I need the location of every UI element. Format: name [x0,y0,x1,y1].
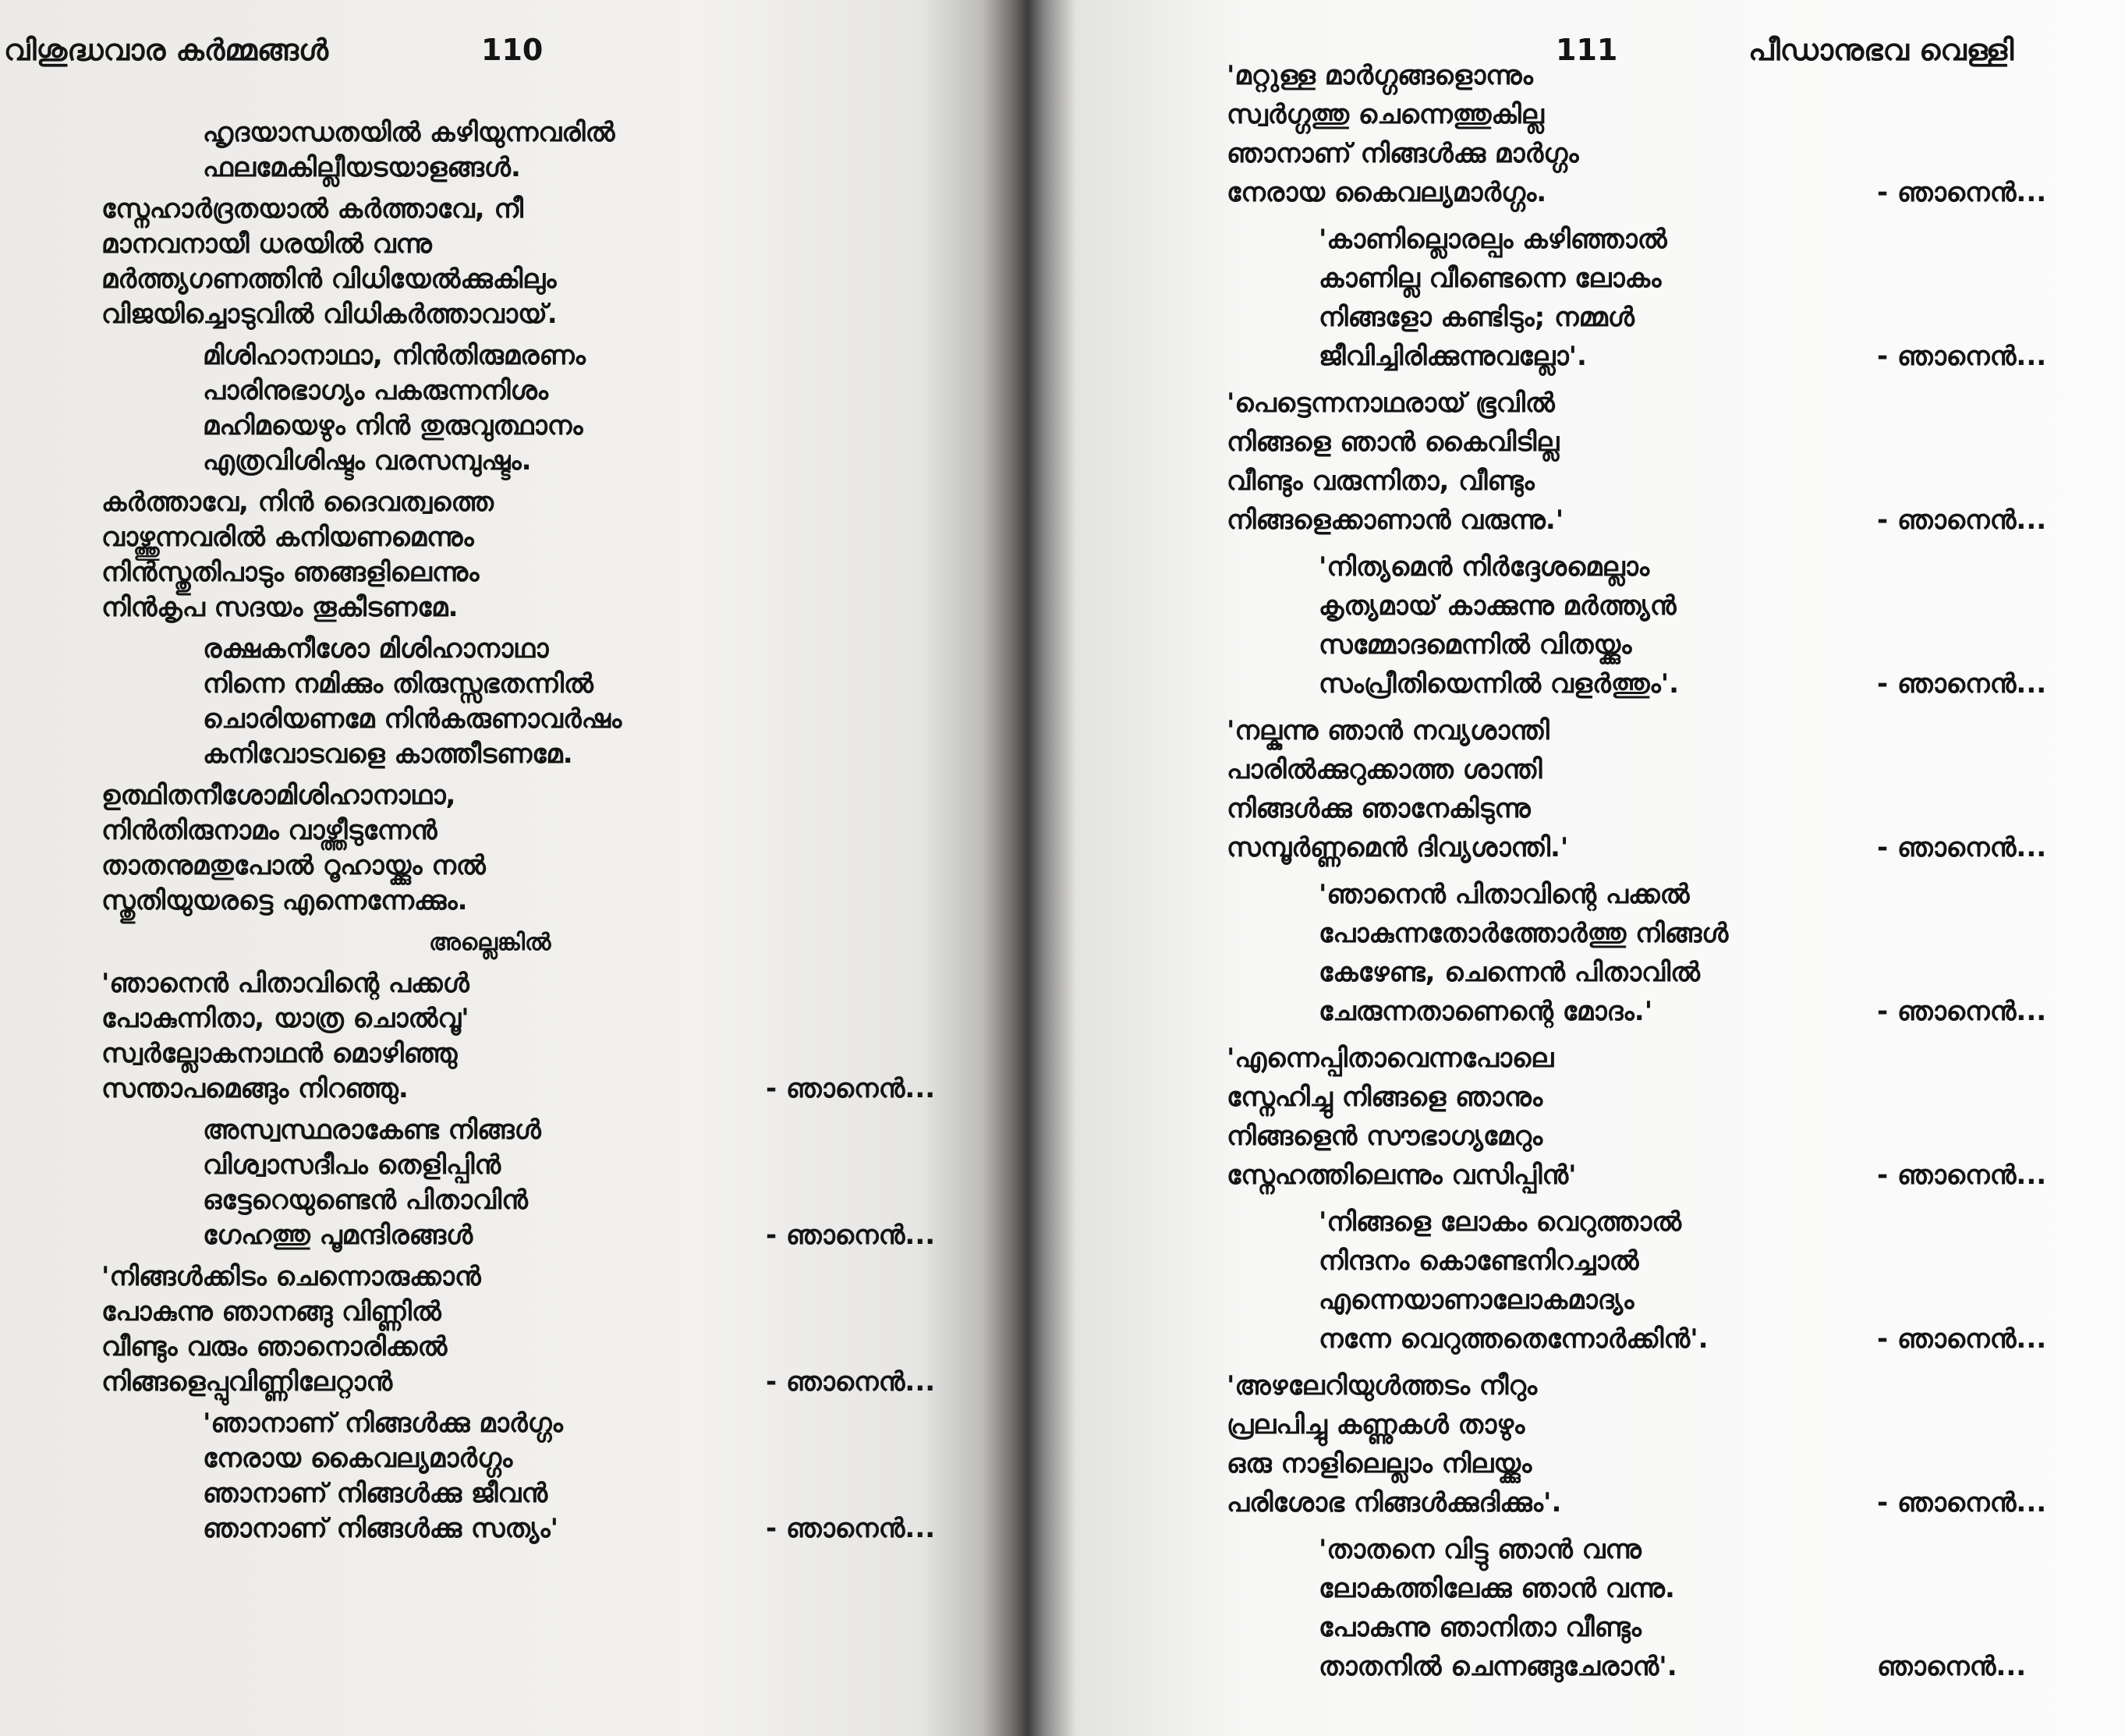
stanza [101,1406,975,1546]
right-page-body [1227,56,2108,1694]
verse-line: പോകുന്നിതാ, യാത്ര ചൊൽവൂ' [101,1003,469,1034]
alternative-heading: അല്ലെങ്കിൽ [429,929,551,956]
verse-line: മാനവനായീ ധരയിൽ വന്നു [101,229,432,260]
verse-line: താതനിൽ ചെന്നങ്ങുചേരാൻ'. [1319,1651,1677,1682]
verse-line: ഹൃദയാന്ധതയിൽ കഴിയുന്നവരിൽ [203,117,615,148]
verse-line: ഗേഹത്തു പൂമന്ദിരങ്ങൾ [203,1220,473,1251]
verse-line: സ്നേഹാർദ്രതയാൽ കർത്താവേ, നീ [101,193,524,225]
verse-line: വാഴ്ത്തുന്നവരിൽ കനിയണമെന്നും [101,522,474,553]
refrain-marker: - ഞാനെൻ... [1877,1323,2047,1355]
stanza [101,966,975,1107]
verse-line: 'ഞാനെൻ പിതാവിന്റെ പക്കൽ [1319,879,1690,910]
stanza [101,192,975,332]
stanza [1227,384,2108,540]
verse-line: മർത്ത്യഗണത്തിൻ വിധിയേൽക്കുകിലും [101,264,557,295]
verse-line: പാരിനുഭാഗ്യം പകരുന്നനിശം [203,375,549,406]
verse-line: സന്താപമെങ്ങും നിറഞ്ഞു. [101,1073,409,1104]
refrain-marker: - ഞാനെൻ... [1877,996,2047,1027]
verse-line: 'ഞാനെൻ പിതാവിന്റെ പക്കൾ [101,968,469,999]
refrain-marker: ഞാനെൻ... [1877,1651,2027,1682]
verse-line: ഫലമേകില്ലീയടയാളങ്ങൾ. [203,152,521,183]
verse-line: വീണ്ടും വരുന്നിതാ, വീണ്ടും [1227,466,1535,497]
verse-line: വിശ്വാസദീപം തെളിപ്പിൻ [203,1150,501,1181]
verse-line: സമ്മോദമെന്നിൽ വിതയ്ക്കും [1319,629,1632,661]
verse-line: നിന്ദനം കൊണ്ടേനിറച്ചാൽ [1319,1245,1639,1277]
verse-line: താതനുമതുപോൽ റൂഹായ്ക്കും നൽ [101,850,486,881]
refrain-marker: - ഞാനെൻ... [1877,1160,2047,1191]
verse-line: ഒരു നാളിലെല്ലാം നിലയ്ക്കും [1227,1448,1532,1479]
verse-line: എത്രവിശിഷ്ടം വരസമ്പുഷ്ടം. [203,445,532,477]
verse-line: വിജയിച്ചൊടുവിൽ വിധികർത്താവായ്. [101,299,558,330]
verse-line: ചൊരിയണമേ നിൻകരുണാവർഷം [203,703,622,735]
verse-line: ചേരുന്നതാണെന്റെ മോദം.' [1319,996,1653,1027]
stanza [101,1113,975,1253]
verse-line: നിങ്ങളെൻ സൗഭാഗ്യമേറും [1227,1121,1543,1152]
verse-line: 'താതനെ വിട്ടു ഞാൻ വന്നു [1319,1534,1642,1565]
stanza [1227,875,2108,1031]
verse-line: പരിശോഭ നിങ്ങൾക്കുദിക്കും'. [1227,1487,1562,1518]
verse-line: പോകുന്നതോർത്തോർത്തു നിങ്ങൾ [1319,918,1729,949]
stanza [1227,1203,2108,1359]
verse-line: കർത്താവേ, നിൻ ദൈവത്വത്തെ [101,487,494,518]
right-page-number: 111 [1556,33,1618,67]
verse-line: സ്തുതിയുയരട്ടെ എന്നെന്നേക്കും. [101,885,468,916]
verse-line: നന്നേ വെറുത്തതെന്നോർക്കിൻ'. [1319,1323,1709,1355]
stanza [101,1259,975,1400]
verse-line: കനിവോടവളെ കാത്തീടണമേ. [203,739,573,770]
left-running-title: വിശുദ്ധവാര കർമ്മങ്ങൾ [4,33,329,67]
verse-line: പോകുന്നു ഞാനങ്ങു വിണ്ണിൽ [101,1296,441,1327]
verse-line: സ്വർല്ലോകനാഥൻ മൊഴിഞ്ഞു [101,1038,458,1069]
stanza [101,485,975,625]
verse-line: വീണ്ടും വരും ഞാനൊരിക്കൽ [101,1331,448,1362]
verse-line: 'നിങ്ങളെ ലോകം വെറുത്താൽ [1319,1206,1682,1238]
verse-line: നിൻകൃപ സദയം തൂകീടണമേ. [101,592,459,623]
verse-line: നിങ്ങളെ ഞാൻ കൈവിടില്ല [1227,427,1560,458]
verse-line: അസ്വസ്ഥരാകേണ്ട നിങ്ങൾ [203,1114,541,1146]
stanza [101,115,975,186]
verse-line: സ്നേഹിച്ചു നിങ്ങളെ ഞാനും [1227,1082,1543,1113]
verse-line: 'അഴലേറിയുൾത്തടം നീറും [1227,1370,1538,1401]
left-page-number: 110 [481,33,544,67]
verse-line: 'എന്നെപ്പിതാവെന്നപോലെ [1227,1043,1554,1074]
verse-line: ഉത്ഥിതനീശോമിശിഹാനാഥാ, [101,780,456,811]
refrain-marker: - ഞാനെൻ... [1877,177,2047,208]
refrain-marker: - ഞാനെൻ... [766,1220,936,1251]
verse-line: ഞാനാണ് നിങ്ങൾക്കു മാർഗ്ഗം [1227,138,1579,169]
right-running-title: പീഡാനുഭവ വെള്ളി [1748,33,2014,67]
verse-line: മിശിഹാനാഥാ, നിൻതിരുമരണം [203,340,586,371]
verse-line: 'ഞാനാണ് നിങ്ങൾക്കു മാർഗ്ഗം [203,1408,563,1439]
verse-line: കാണില്ല വീണ്ടെന്നെ ലോകം [1319,263,1662,294]
verse-line: നിന്നെ നമിക്കും തിരുസ്സഭതന്നിൽ [203,668,593,700]
stanza [1227,1366,2108,1522]
stanza [1227,711,2108,867]
refrain-marker: - ഞാനെൻ... [1877,341,2047,372]
verse-line: പാരിൽക്കുറുക്കാത്ത ശാന്തി [1227,754,1542,785]
verse-line: കൃത്യമായ് കാക്കുന്നു മർത്ത്യൻ [1319,590,1677,622]
stanza [101,778,975,919]
verse-line: നിങ്ങളെപ്പുവിണ്ണിലേറ്റാൻ [101,1366,393,1398]
verse-line: കേഴേണ്ട, ചെന്നെൻ പിതാവിൽ [1319,957,1701,988]
verse-line: പോകുന്നു ഞാനിതാ വീണ്ടും [1319,1612,1642,1643]
refrain-marker: - ഞാനെൻ... [766,1513,936,1544]
verse-line: സ്വർഗ്ഗത്തു ചെന്നെത്തുകില്ല [1227,99,1544,130]
verse-line: 'പെട്ടെന്നനാഥരായ് ഭൂവിൽ [1227,388,1555,419]
verse-line: ഞാനാണ് നിങ്ങൾക്കു ജീവൻ [203,1478,548,1509]
verse-line: നിങ്ങൾക്കു ഞാനേകിടുന്നു [1227,793,1531,824]
verse-line: സംപ്രീതിയെന്നിൽ വളർത്തും'. [1319,668,1680,700]
stanza [101,632,975,772]
verse-line: സ്നേഹത്തിലെന്നും വസിപ്പിൻ' [1227,1160,1577,1191]
stanza [1227,547,2108,703]
stanza [1227,56,2108,212]
verse-line: 'കാണില്ലൊരല്പം കഴിഞ്ഞാൽ [1319,224,1667,255]
verse-line: നേരായ കൈവല്യമാർഗ്ഗം. [1227,177,1547,208]
left-page-body [101,115,975,1553]
stanza [1227,1530,2108,1686]
stanza [1227,1039,2108,1195]
verse-line: ലോകത്തിലേക്കു ഞാൻ വന്നു. [1319,1573,1675,1604]
verse-line: പ്രലപിച്ചു കണ്ണുകൾ താഴും [1227,1409,1525,1440]
verse-line: 'നിത്യമെൻ നിർദ്ദേശമെല്ലാം [1319,551,1650,583]
refrain-marker: - ഞാനെൻ... [1877,1487,2047,1518]
verse-line: നിൻസ്തുതിപാടും ഞങ്ങളിലെന്നും [101,557,480,588]
refrain-marker: - ഞാനെൻ... [1877,832,2047,863]
refrain-marker: - ഞാനെൻ... [1877,505,2047,536]
verse-line: ജീവിച്ചിരിക്കുന്നുവല്ലോ'. [1319,341,1587,372]
verse-line: 'നല്കുന്നു ഞാൻ നവ്യശാന്തി [1227,715,1549,746]
stanza [1227,220,2108,376]
verse-line: നിങ്ങളോ കണ്ടിടും; നമ്മൾ [1319,302,1634,333]
verse-line: എന്നെയാണാലോകമാദ്യം [1319,1284,1634,1316]
verse-line: നേരായ കൈവല്യമാർഗ്ഗം [203,1443,513,1474]
verse-line: 'മറ്റുള്ള മാർഗ്ഗങ്ങളൊന്നും [1227,60,1533,91]
verse-line: 'നിങ്ങൾക്കിടം ചെന്നൊരുക്കാൻ [101,1261,481,1292]
refrain-marker: - ഞാനെൻ... [766,1366,936,1398]
verse-line: നിങ്ങളെക്കാണാൻ വരുന്നു.' [1227,505,1564,536]
refrain-marker: - ഞാനെൻ... [766,1073,936,1104]
stanza [101,338,975,479]
verse-line: സമ്പൂർണ്ണമെൻ ദിവ്യശാന്തി.' [1227,832,1569,863]
verse-line: മഹിമയെഴും നിൻ തുരുവുത്ഥാനം [203,410,583,441]
verse-line: ഞാനാണ് നിങ്ങൾക്കു സത്യം' [203,1513,559,1544]
refrain-marker: - ഞാനെൻ... [1877,668,2047,700]
verse-line: ഒട്ടേറെയുണ്ടെൻ പിതാവിൻ [203,1185,528,1216]
verse-line: രക്ഷകനീശോ മിശിഹാനാഥാ [203,633,549,664]
verse-line: നിൻതിരുനാമം വാഴ്ത്തീടുന്നേൻ [101,815,437,846]
